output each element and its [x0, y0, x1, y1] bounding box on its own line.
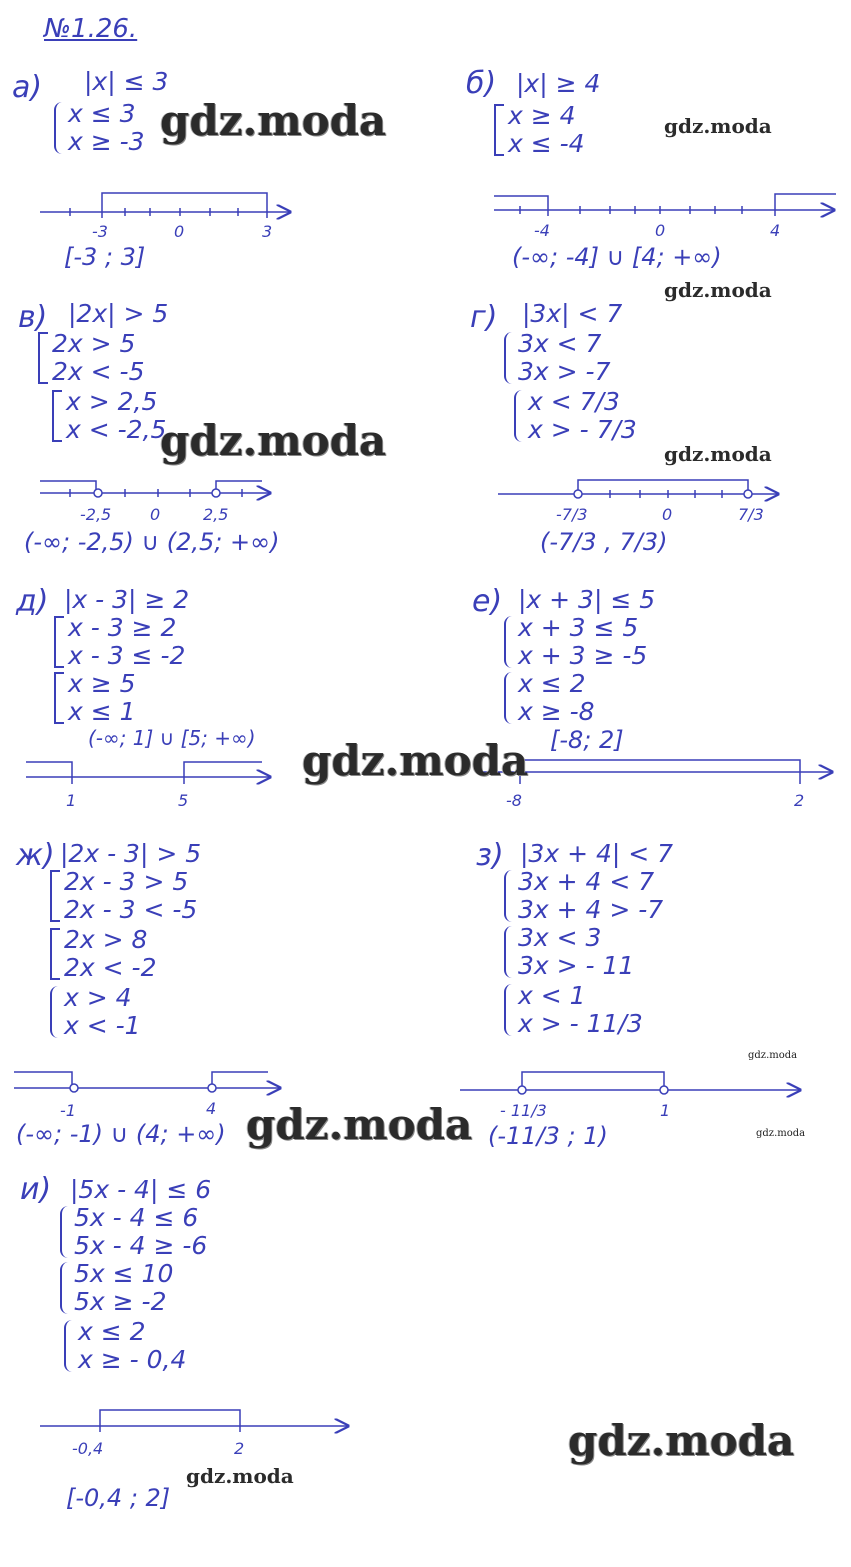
answer: (-∞; -1) ∪ (4; +∞)	[16, 1120, 226, 1148]
system-row: x ≤ 2	[78, 1317, 146, 1346]
system-row: x > - 11/3	[518, 1009, 643, 1038]
tick-label: -3	[92, 222, 108, 241]
answer: [-8; 2]	[550, 726, 624, 754]
problem-label: з)	[476, 838, 504, 873]
system-row: x + 3 ≤ 5	[518, 613, 639, 642]
problem-label: д)	[16, 584, 49, 619]
system-row: x < -1	[64, 1011, 141, 1040]
system-row: 5x ≥ -2	[74, 1287, 167, 1316]
system-row: x - 3 ≥ 2	[68, 613, 177, 642]
inequality: |x - 3| ≥ 2	[64, 585, 190, 614]
system-row: 3x < 7	[518, 329, 602, 358]
system-row: x ≤ 1	[68, 697, 136, 726]
answer: (-11/3 ; 1)	[488, 1122, 608, 1150]
problem-label: ж)	[16, 838, 55, 873]
system-row: x + 3 ≥ -5	[518, 641, 648, 670]
system-row: 5x ≤ 10	[74, 1259, 174, 1288]
tick-label: 0	[655, 221, 666, 240]
number-line-v	[40, 481, 270, 497]
number-line-e	[478, 760, 832, 784]
system-row: 5x - 4 ≤ 6	[74, 1203, 199, 1232]
system-row: x - 3 ≤ -2	[68, 641, 186, 670]
tick-label: -1	[60, 1101, 76, 1120]
system-row: x > 2,5	[66, 387, 158, 416]
system-row: x ≤ 2	[518, 669, 586, 698]
tick-label: - 11/3	[500, 1101, 547, 1120]
watermark: gdz.moda	[160, 96, 387, 145]
system-row: x > - 7/3	[528, 415, 637, 444]
tick-label: 5	[178, 791, 189, 810]
system-row: x < -2,5	[66, 415, 167, 444]
watermark: gdz.moda	[568, 1416, 795, 1465]
inequality: |3x| < 7	[522, 299, 623, 328]
problem-label: б)	[466, 66, 497, 101]
tick-label: 1	[660, 1101, 671, 1120]
problem-label: а)	[12, 70, 43, 105]
watermark: gdz.moda	[756, 1128, 806, 1139]
tick-label: 2,5	[203, 505, 229, 524]
system-row: 3x + 4 > -7	[518, 895, 664, 924]
tick-label: 4	[206, 1099, 217, 1118]
inequality: |x| ≤ 3	[84, 67, 169, 96]
system-row: x ≥ -3	[68, 127, 145, 156]
system-row: x < 1	[518, 981, 586, 1010]
watermark: gdz.moda	[748, 1050, 798, 1061]
tick-label: 3	[262, 222, 273, 241]
system-row: 2x < -2	[64, 953, 157, 982]
system-row: 3x + 4 < 7	[518, 867, 655, 896]
inequality: |3x + 4| < 7	[520, 839, 674, 868]
system-row: 2x > 8	[64, 925, 148, 954]
system-row: x ≥ 4	[508, 101, 576, 130]
answer: (-∞; -2,5) ∪ (2,5; +∞)	[24, 528, 280, 556]
system-row: 3x > - 11	[518, 951, 635, 980]
inequality: |x| ≥ 4	[516, 69, 601, 98]
problem-label: в)	[18, 300, 48, 335]
tick-label: 4	[770, 221, 781, 240]
tick-label: 1	[66, 791, 77, 810]
tick-label: 0	[662, 505, 673, 524]
number-line-b	[494, 194, 836, 216]
system-row: 2x > 5	[52, 329, 136, 358]
system-row: 2x - 3 > 5	[64, 867, 189, 896]
inequality: |2x - 3| > 5	[60, 839, 202, 868]
watermark: gdz.moda	[186, 1464, 294, 1488]
watermark: gdz.moda	[664, 114, 772, 138]
tick-label: 2	[234, 1439, 245, 1458]
problem-label: е)	[472, 584, 503, 619]
number-line-zh	[14, 1072, 280, 1092]
watermark: gdz.moda	[302, 736, 529, 785]
system-row: x ≥ -8	[518, 697, 595, 726]
system-row: 3x > -7	[518, 357, 611, 386]
inequality: |2x| > 5	[68, 299, 169, 328]
system-row: x ≥ 5	[68, 669, 136, 698]
system-row: x ≤ -4	[508, 129, 585, 158]
number-line-g	[498, 480, 778, 498]
watermark: gdz.moda	[160, 416, 387, 465]
inequality: |5x - 4| ≤ 6	[70, 1175, 212, 1204]
tick-label: -7/3	[556, 505, 588, 524]
tick-label: 0	[150, 505, 161, 524]
tick-label: 2	[794, 791, 805, 810]
number-line-d	[26, 762, 270, 784]
tick-label: -4	[534, 221, 550, 240]
number-line-i	[40, 1410, 348, 1432]
tick-label: 0	[174, 222, 185, 241]
number-line-a	[40, 193, 290, 218]
number-line-z	[460, 1072, 800, 1094]
watermark: gdz.moda	[664, 278, 772, 302]
answer: [-0,4 ; 2]	[66, 1484, 171, 1512]
answer: (-∞; -4] ∪ [4; +∞)	[512, 243, 722, 271]
inequality: |x + 3| ≤ 5	[518, 585, 656, 614]
tick-label: -8	[506, 791, 522, 810]
problem-label: г)	[470, 300, 498, 335]
problem-label: и)	[20, 1172, 52, 1207]
tick-label: -0,4	[72, 1439, 104, 1458]
tick-label: 7/3	[738, 505, 764, 524]
system-row: x > 4	[64, 983, 132, 1012]
system-row: 2x < -5	[52, 357, 145, 386]
answer: [-3 ; 3]	[64, 243, 146, 271]
watermark: gdz.moda	[246, 1100, 473, 1149]
system-row: x ≤ 3	[68, 99, 136, 128]
system-row: 2x - 3 < -5	[64, 895, 198, 924]
system-row: x ≥ - 0,4	[78, 1345, 187, 1374]
answer: (-7/3 , 7/3)	[540, 528, 668, 556]
answer: (-∞; 1] ∪ [5; +∞)	[88, 726, 256, 750]
system-row: 5x - 4 ≥ -6	[74, 1231, 208, 1260]
tick-label: -2,5	[80, 505, 112, 524]
watermark: gdz.moda	[664, 442, 772, 466]
system-row: x < 7/3	[528, 387, 620, 416]
exercise-number: №1.26.	[44, 14, 138, 44]
system-row: 3x < 3	[518, 923, 602, 952]
